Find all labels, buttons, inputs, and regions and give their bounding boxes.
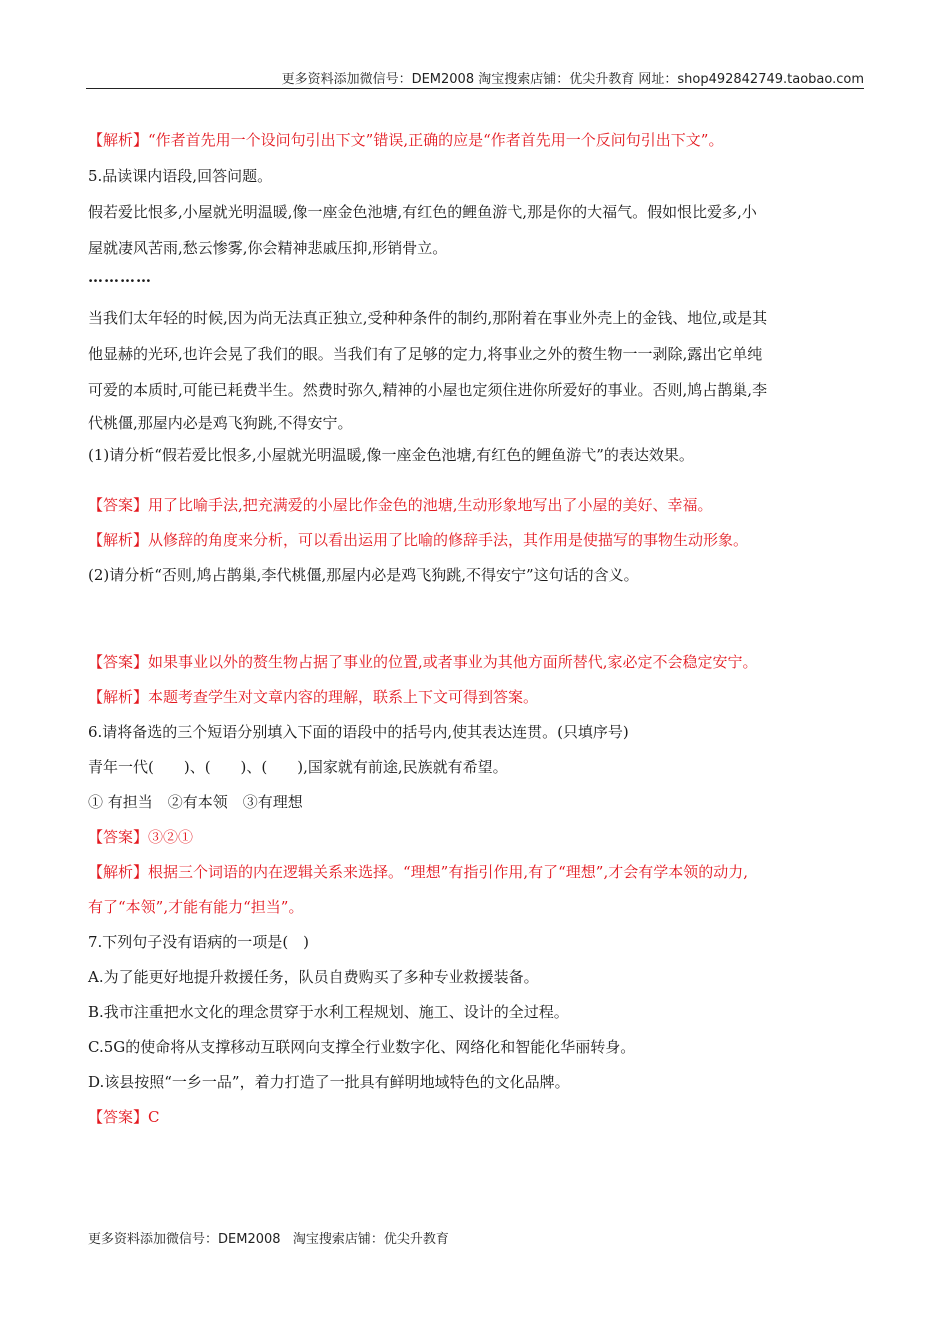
- page-header: 更多资料添加微信号：DEM2008 淘宝搜索店铺：优尖升教育 网址：shop492842749.taobao.com: [281, 72, 864, 87]
- q6-stem: 6.请将备选的三个短语分别填入下面的语段中的括号内,使其表达连贯。(只填序号): [88, 723, 629, 741]
- q5-ellipsis: …………: [88, 268, 152, 286]
- q5-sub2-answer: 【答案】如果事业以外的赘生物占据了事业的位置,或者事业为其他方面所替代,家必定不会稳定安宁。: [88, 653, 758, 671]
- q5-sub1-analysis: 【解析】从修辞的角度来分析，可以看出运用了比喻的修辞手法，其作用是使描写的事物生动形象。: [88, 531, 749, 549]
- page-footer: 更多资料添加微信号：DEM2008 淘宝搜索店铺：优尖升教育: [88, 1232, 449, 1247]
- q5-passage-line: 屋就凄风苦雨,愁云惨雾,你会精神悲戚压抑,形销骨立。: [88, 239, 448, 257]
- q7-option-c: C.5G的使命将从支撑移动互联网向支撑全行业数字化、网络化和智能化华丽转身。: [88, 1038, 636, 1056]
- document-body: [88, 122, 866, 1135]
- q5-sub1-answer: 【答案】用了比喻手法,把充满爱的小屋比作金色的池塘,生动形象地写出了小屋的美好、幸福。: [88, 496, 713, 514]
- q5-sub2-analysis: 【解析】本题考查学生对文章内容的理解，联系上下文可得到答案。: [88, 688, 539, 706]
- q5-passage-line: 他显赫的光环,也许会晃了我们的眼。当我们有了足够的定力,将事业之外的赘生物一一剥除,露出它单纯: [88, 345, 763, 363]
- q5-passage-line: 当我们太年轻的时候,因为尚无法真正独立,受种种条件的制约,那附着在事业外壳上的金钱、地位,或是其: [88, 309, 768, 327]
- q5-passage-line: 可爱的本质时,可能已耗费半生。然费时弥久,精神的小屋也定须住进你所爱好的事业。否则,鸠占鹊巢,李: [88, 381, 768, 399]
- spacer: [88, 472, 866, 488]
- q6-options: ① 有担当 ②有本领 ③有理想: [88, 793, 303, 811]
- q5-sub-question-1: (1)请分析“假若爱比恨多,小屋就光明温暖,像一座金色池塘,有红色的鲤鱼游弋”的表达效果。: [88, 446, 694, 464]
- q6-analysis-continued: 有了“本领”,才能有能力“担当”。: [88, 898, 304, 916]
- q7-option-d: D.该县按照“一乡一品”，着力打造了一批具有鲜明地域特色的文化品牌。: [88, 1073, 570, 1091]
- q7-option-b: B.我市注重把水文化的理念贯穿于水利工程规划、施工、设计的全过程。: [88, 1003, 569, 1021]
- q5-passage-line: 代桃僵,那屋内必是鸡飞狗跳,不得安宁。: [88, 414, 353, 432]
- q7-option-a: A.为了能更好地提升救援任务，队员自费购买了多种专业救援装备。: [88, 968, 539, 986]
- q5-sub-question-2: (2)请分析“否则,鸠占鹊巢,李代桃僵,那屋内必是鸡飞狗跳,不得安宁”这句话的含义。: [88, 566, 639, 584]
- q7-answer: 【答案】C: [88, 1108, 160, 1126]
- q7-stem: 7.下列句子没有语病的一项是( ): [88, 933, 310, 951]
- q6-sentence: 青年一代( )、( )、( ),国家就有前途,民族就有希望。: [88, 758, 508, 776]
- q5-stem: 5.品读课内语段,回答问题。: [88, 167, 273, 185]
- q5-passage-line: 假若爱比恨多,小屋就光明温暖,像一座金色池塘,有红色的鲤鱼游弋,那是你的大福气。假如恨比爱多,小: [88, 203, 757, 221]
- header-divider: [86, 88, 864, 89]
- q6-answer: 【答案】③②①: [88, 828, 194, 846]
- q6-analysis: 【解析】根据三个词语的内在逻辑关系来选择。“理想”有指引作用,有了“理想”,才会有学本领的动力,: [88, 863, 748, 881]
- spacer: [88, 593, 866, 645]
- q4-analysis: 【解析】“作者首先用一个设问句引出下文”错误,正确的应是“作者首先用一个反问句引出下文”。: [88, 131, 724, 149]
